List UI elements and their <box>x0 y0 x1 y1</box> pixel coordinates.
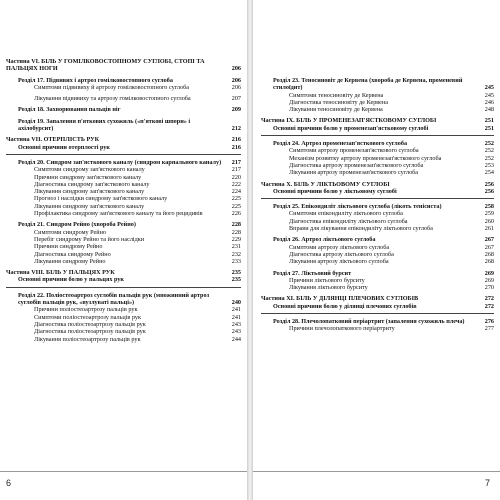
toc-entry-title: Розділ 23. Теносиновіт де Кервена (хвороба де Кервена, променевий стилоїдит) <box>273 77 463 92</box>
toc-part-entry[interactable] <box>6 58 241 73</box>
toc-entry-title: Діагностика поліостеоартрозу пальців рук <box>34 320 146 328</box>
toc-page-number: 276 <box>484 318 494 326</box>
toc-page-number: 206 <box>231 76 241 84</box>
toc-subentry[interactable] <box>6 95 241 102</box>
toc-page-number: 267 <box>484 236 494 244</box>
footer-divider <box>0 471 247 472</box>
toc-page-number: 206 <box>231 65 241 73</box>
toc-subentry[interactable] <box>261 251 494 258</box>
toc-entry-title: Розділ 24. Артроз променезап'ясткового суглоба <box>273 140 408 148</box>
toc-page-number: 261 <box>484 225 494 233</box>
toc-subentry[interactable] <box>6 229 241 236</box>
page-number: 7 <box>484 478 490 488</box>
toc-entry-title: Частина VI. БІЛЬ У ГОМІЛКОВОСТОПНОМУ СУГЛОБІ, СТОПІ ТА ПАЛЬЦЯХ НОГИ <box>6 58 205 73</box>
toc-entry-title: Діагностика артрозу променезап'ясткового суглоба <box>289 161 424 169</box>
toc-subentry[interactable] <box>261 225 494 232</box>
toc-entry-title: Симптоми поліостеоартрозу пальців рук <box>34 313 142 321</box>
toc-chapter-entry[interactable] <box>6 106 241 113</box>
toc-page-number: 251 <box>484 124 494 132</box>
toc-part-entry[interactable] <box>6 269 241 276</box>
toc-page-number: 272 <box>484 302 494 310</box>
toc-entry-title: Основні причини отерплості рук <box>18 143 110 151</box>
toc-page-number: 231 <box>231 243 241 251</box>
toc-subentry[interactable] <box>6 181 241 188</box>
toc-entry-title: Симптоми епікондиліту ліктьового суглоба <box>289 210 403 218</box>
toc-entry-title: Перебіг синдрому Рейно та його наслідки <box>34 235 145 243</box>
toc-subentry[interactable] <box>6 243 241 250</box>
toc-subentry[interactable] <box>261 125 494 132</box>
toc-page-number: 269 <box>484 276 494 284</box>
page-number: 6 <box>6 478 12 488</box>
toc-entry-title: Частина X. БІЛЬ У ЛІКТЬОВОМУ СУГЛОБІ <box>261 180 390 188</box>
toc-part-entry[interactable] <box>261 117 494 124</box>
toc-subentry[interactable] <box>261 106 494 113</box>
toc-page-number: 246 <box>484 98 494 106</box>
toc-page-number: 254 <box>484 169 494 177</box>
toc-entry-title: Лікування синдрому Рейно <box>34 257 106 265</box>
toc-page-number: 256 <box>484 187 494 195</box>
toc-entry-title: Основні причини болю у ліктьовому суглобі <box>273 187 397 195</box>
toc-subentry[interactable] <box>261 169 494 176</box>
toc-chapter-entry[interactable] <box>6 159 241 166</box>
toc-page-number: 244 <box>231 335 241 343</box>
toc-entry-title: Причини поліостеоартрозу пальців рук <box>34 306 138 314</box>
toc-page-number: 270 <box>484 284 494 292</box>
toc-page-number: 224 <box>231 188 241 196</box>
toc-page-number: 240 <box>231 299 241 307</box>
toc-subentry[interactable] <box>6 210 241 217</box>
toc-part-entry[interactable] <box>261 295 494 302</box>
toc-page-number: 241 <box>231 313 241 321</box>
toc-chapter-entry[interactable] <box>6 221 241 228</box>
toc-page-number: 243 <box>231 328 241 336</box>
toc-page-number: 245 <box>484 91 494 99</box>
toc-subentry[interactable] <box>6 258 241 265</box>
toc-page-number: 268 <box>484 250 494 258</box>
toc-entry-title: Розділ 22. Поліостеоартроз суглобів пальців рук (множинний артроз суглобів пальців рук, «вузлуваті пальці») <box>18 291 210 307</box>
toc-chapter-entry[interactable] <box>261 270 494 277</box>
toc-chapter-entry[interactable] <box>261 236 494 243</box>
toc-subentry[interactable] <box>261 258 494 265</box>
toc-page-number: 232 <box>231 250 241 258</box>
section-divider <box>261 313 494 314</box>
toc-entry-title: Основні причини болю у ділянці плечових суглобів <box>273 302 417 310</box>
toc-entry-title: Причини плечолопаткового періартриту <box>289 325 395 333</box>
toc-entry-title: Причини ліктьового бурситу <box>289 276 365 284</box>
toc-page-number: 256 <box>484 180 494 188</box>
toc-entry-title: Лікування поліостеоартрозу пальців рук <box>34 335 141 343</box>
toc-subentry[interactable] <box>261 303 494 310</box>
toc-page-number: 253 <box>484 161 494 169</box>
toc-entry-title: Симптоми артрозу ліктьового суглоба <box>289 243 390 251</box>
toc-entry-title: Розділ 27. Ліктьовий бурсит <box>273 269 352 277</box>
toc-page-number: 235 <box>231 276 241 284</box>
toc-entry-title: Діагностика синдрому зап'ясткового каналу <box>34 180 150 188</box>
toc-subentry[interactable] <box>261 210 494 217</box>
toc-entry-title: Розділ 18. Захворювання пальців ніг <box>18 106 121 114</box>
toc-subentry[interactable] <box>261 325 494 332</box>
toc-subentry[interactable] <box>6 276 241 283</box>
toc-page-number: 207 <box>231 95 241 103</box>
table-of-contents <box>261 77 494 333</box>
toc-page-number: 267 <box>484 243 494 251</box>
toc-page-number: 217 <box>231 158 241 166</box>
toc-subentry[interactable] <box>261 155 494 162</box>
toc-entry-title: Діагностика епікондиліту ліктьового суглоба <box>289 217 408 225</box>
toc-page-number: 228 <box>231 228 241 236</box>
table-of-contents <box>6 58 241 343</box>
toc-page-number: 216 <box>231 136 241 144</box>
toc-page-number: 259 <box>484 210 494 218</box>
toc-entry-title: Прогноз і наслідки синдрому зап'ясткового каналу <box>34 195 168 203</box>
toc-page-number: 229 <box>231 235 241 243</box>
toc-subentry[interactable] <box>261 99 494 106</box>
toc-page-number: 243 <box>231 320 241 328</box>
toc-subentry[interactable] <box>6 321 241 328</box>
toc-page-number: 216 <box>231 143 241 151</box>
toc-subentry[interactable] <box>261 284 494 291</box>
toc-entry-title: Частина IX. БІЛЬ У ПРОМЕНЕЗАП'ЯСТКОВОМУ СУГЛОБІ <box>261 117 437 125</box>
toc-page-number: 226 <box>231 210 241 218</box>
toc-chapter-entry[interactable] <box>6 292 241 307</box>
toc-page-number: 212 <box>231 125 241 133</box>
toc-entry-title: Симптоми підвивиху й артрозу гомілковостопного суглоба <box>34 83 189 91</box>
left-page <box>0 0 247 500</box>
toc-page-number: 252 <box>484 147 494 155</box>
toc-page-number: 209 <box>231 106 241 114</box>
toc-entry-title: Лікування ліктьового бурситу <box>289 284 368 292</box>
toc-entry-title: Основні причини болю у пальцях рук <box>18 276 124 284</box>
toc-chapter-entry[interactable] <box>261 77 494 92</box>
toc-subentry[interactable] <box>261 188 494 195</box>
toc-chapter-entry[interactable] <box>6 77 241 84</box>
toc-page-number: 272 <box>484 295 494 303</box>
toc-page-number: 228 <box>231 221 241 229</box>
toc-entry-title: Частина VIII. БІЛЬ У ПАЛЬЦЯХ РУК <box>6 269 115 277</box>
toc-entry-title: Діагностика артрозу ліктьового суглоба <box>289 250 394 258</box>
toc-entry-title: Причини синдрому Рейно <box>34 243 103 251</box>
toc-subentry[interactable] <box>6 236 241 243</box>
toc-entry-title: Симптоми синдрому Рейно <box>34 228 107 236</box>
footer-divider <box>253 471 500 472</box>
right-page <box>253 0 500 500</box>
toc-entry-title: Частина VII. ОТЕРПЛІСТЬ РУК <box>6 136 100 144</box>
toc-entry-title: Причини синдрому зап'ясткового каналу <box>34 173 142 181</box>
toc-entry-title: Розділ 21. Синдром Рейно (хвороба Рейно) <box>18 221 136 229</box>
section-divider <box>261 135 494 136</box>
toc-entry-title: Основні причини болю у променезап'ястковому суглобі <box>273 124 429 132</box>
toc-entry-title: Симптоми артрозу променезап'ясткового суглоба <box>289 147 419 155</box>
toc-entry-title: Лікування синдрому зап'ясткового каналу <box>34 188 145 196</box>
toc-entry-title: Симптоми теносиновіту де Кервена <box>289 91 384 99</box>
toc-entry-title: Розділ 28. Плечолопатковий періартрит (запалення сухожиль плеча) <box>273 318 465 326</box>
toc-subentry[interactable] <box>6 336 241 343</box>
toc-page-number: 217 <box>231 166 241 174</box>
toc-page-number: 268 <box>484 258 494 266</box>
toc-subentry[interactable] <box>6 166 241 173</box>
toc-page-number: 269 <box>484 269 494 277</box>
toc-subentry[interactable] <box>6 188 241 195</box>
toc-entry-title: Розділ 25. Епікондиліт ліктьового суглоба (лікоть тенісиста) <box>273 203 442 211</box>
toc-part-entry[interactable] <box>261 181 494 188</box>
toc-subentry[interactable] <box>261 162 494 169</box>
toc-entry-title: Розділ 26. Артроз ліктьового суглоба <box>273 236 376 244</box>
toc-entry-title: Діагностика поліостеоартрозу пальців рук <box>34 328 146 336</box>
toc-entry-title: Лікування синдрому зап'ясткового каналу <box>34 202 145 210</box>
section-divider <box>6 287 241 288</box>
toc-page-number: 260 <box>484 217 494 225</box>
toc-subentry[interactable] <box>261 92 494 99</box>
toc-subentry[interactable] <box>6 328 241 335</box>
toc-entry-title: Лікування теносиновіту де Кервена <box>289 106 383 114</box>
toc-entry-title: Профілактика синдрому зап'ясткового каналу та його рецидивів <box>34 210 203 218</box>
toc-page-number: 225 <box>231 195 241 203</box>
toc-page-number: 252 <box>484 140 494 148</box>
toc-chapter-entry[interactable] <box>261 140 494 147</box>
toc-entry-title: Симптоми синдрому зап'ясткового каналу <box>34 166 145 174</box>
toc-chapter-entry[interactable] <box>261 203 494 210</box>
toc-subentry[interactable] <box>6 84 241 91</box>
toc-subentry[interactable] <box>261 147 494 154</box>
toc-page-number: 245 <box>484 84 494 92</box>
toc-subentry[interactable] <box>6 314 241 321</box>
toc-subentry[interactable] <box>261 277 494 284</box>
toc-page-number: 248 <box>484 106 494 114</box>
toc-subentry[interactable] <box>6 174 241 181</box>
toc-page-number: 241 <box>231 306 241 314</box>
toc-subentry[interactable] <box>261 244 494 251</box>
toc-part-entry[interactable] <box>6 136 241 143</box>
toc-page-number: 252 <box>484 154 494 162</box>
section-divider <box>6 154 241 155</box>
toc-subentry[interactable] <box>261 218 494 225</box>
toc-page-number: 206 <box>231 83 241 91</box>
toc-entry-title: Лікування підвивиху та артрозу гомілковостопного суглоба <box>34 95 191 103</box>
toc-chapter-entry[interactable] <box>6 118 241 133</box>
toc-entry-title: Лікування артрозу ліктьового суглоба <box>289 258 389 266</box>
toc-entry-title: Діагностика теносиновіту де Кервена <box>289 98 388 106</box>
toc-entry-title: Механізм розвитку артрозу променезап'ясткового суглоба <box>289 154 442 162</box>
toc-entry-title: Розділ 17. Підвивих і артроз гомілковостопного суглоба <box>18 76 173 84</box>
toc-entry-title: Діагностика синдрому Рейно <box>34 250 111 258</box>
toc-subentry[interactable] <box>6 306 241 313</box>
toc-page-number: 220 <box>231 173 241 181</box>
toc-entry-title: Частина XI. БІЛЬ У ДІЛЯНЦІ ПЛЕЧОВИХ СУГЛОБІВ <box>261 295 419 303</box>
toc-entry-title: Лікування артрозу променезап'ясткового суглоба <box>289 169 419 177</box>
section-divider <box>261 198 494 199</box>
toc-page-number: 251 <box>484 117 494 125</box>
toc-entry-title: Розділ 20. Синдром зап'ясткового каналу (синдром карпального каналу) <box>18 158 222 166</box>
toc-entry-title: Вправи для лікування епікондиліту ліктьового суглоба <box>289 225 433 233</box>
toc-subentry[interactable] <box>6 144 241 151</box>
toc-chapter-entry[interactable] <box>261 318 494 325</box>
toc-entry-title: Розділ 19. Запалення п'яткових сухожиль («п'яткові шпори» і ахілобурсит) <box>18 117 191 133</box>
toc-page-number: 277 <box>484 325 494 333</box>
toc-page-number: 258 <box>484 203 494 211</box>
toc-page-number: 222 <box>231 180 241 188</box>
toc-page-number: 225 <box>231 202 241 210</box>
toc-subentry[interactable] <box>6 203 241 210</box>
toc-page-number: 235 <box>231 269 241 277</box>
toc-subentry[interactable] <box>6 251 241 258</box>
toc-subentry[interactable] <box>6 195 241 202</box>
toc-page-number: 233 <box>231 257 241 265</box>
